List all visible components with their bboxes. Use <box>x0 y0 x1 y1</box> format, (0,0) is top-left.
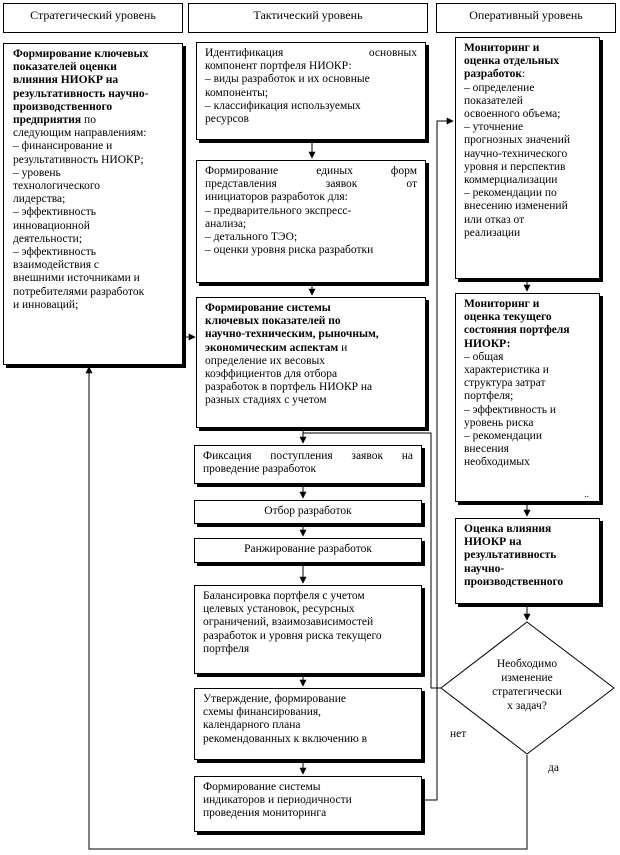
tactical-text-line: Формирование системы <box>203 781 321 793</box>
tactical-text-line: – детального ТЭО; <box>205 231 298 244</box>
monitoring-link-line <box>425 121 453 800</box>
strategic-text-line: технологического <box>13 180 101 193</box>
operational-text-line: реализации <box>464 226 521 239</box>
tactical-registration-box <box>194 445 422 484</box>
operational-text-line: освоенного объема; <box>464 108 561 121</box>
tactical-text-line: Формирование единых форм <box>205 165 417 177</box>
operational-bold-line: Мониторинг и <box>464 298 540 310</box>
operational-bold-line: результативность <box>464 549 557 562</box>
tactical-balancing-box <box>194 585 422 674</box>
strategic-text-line: внешними источниками и <box>13 272 140 285</box>
operational-text-line: необходимых <box>464 456 530 469</box>
strategic-text-line: и инноваций; <box>13 298 79 311</box>
tactical-text-line: – виды разработок и их основные <box>205 73 370 86</box>
operational-text-line: или отказ от <box>464 213 525 226</box>
tactical-text-line: разработок в портфель НИОКР на <box>205 381 373 394</box>
tactical-ranking-box <box>194 538 422 563</box>
tactical-text-line: – классификация используемых <box>205 99 361 112</box>
operational-text-line: – определение <box>464 81 535 94</box>
operational-bold-line: разработок <box>464 68 522 81</box>
tactical-text-line: Отбор разработок <box>264 505 352 517</box>
decision-question <box>462 657 592 713</box>
operational-bold-line: оценка текущего <box>464 311 552 324</box>
operational-bold-line: состояния портфеля <box>464 324 570 337</box>
tactical-text-line: портфеля <box>203 642 250 655</box>
strategic-text-line: взаимодействия с <box>13 259 100 272</box>
operational-text-line: структура затрат <box>464 377 546 390</box>
tactical-text-line: разработок и уровня риска текущего <box>203 629 382 642</box>
tactical-text-line: проведения мониторинга <box>203 807 327 820</box>
strategic-kpi-box <box>3 43 183 365</box>
decision-text-line: изменение <box>501 672 553 684</box>
strategic-title-line: показателей оценки <box>13 61 117 74</box>
operational-project-monitoring-box <box>455 37 600 279</box>
operational-text-line: внесения <box>464 443 509 456</box>
strategic-text-line: результативность НИОКР; <box>13 153 144 166</box>
operational-text-line: – уточнение <box>464 121 524 134</box>
tactical-text-line: коэффициентов для отбора <box>205 368 338 381</box>
strategic-text-line: – финансирование и <box>13 140 113 153</box>
tactical-text-line: индикаторов и периодичности <box>203 794 352 807</box>
tactical-text-line: Утверждение, формирование <box>203 693 346 705</box>
decision-no-label: нет <box>450 728 467 740</box>
strategic-text-line: следующим направлениям: <box>13 127 147 140</box>
strategic-text-line: инновационной <box>13 219 90 232</box>
operational-bold-line: научно- <box>464 562 505 575</box>
operational-bold-line: НИОКР на <box>464 536 522 549</box>
decision-text-line: стратегически <box>492 686 562 698</box>
strategic-title-line: влияния НИОКР на <box>13 74 119 87</box>
strategic-title-tail: по <box>81 114 96 127</box>
tactical-text-line: – предварительного экспресс- <box>205 204 352 217</box>
tactical-text-line: разных стадиях с учетом <box>205 394 327 407</box>
tactical-text-line: ограничений, взаимозависимостей <box>203 616 374 629</box>
strategic-title-line: предприятия <box>13 114 82 127</box>
tactical-bold-tail: и <box>338 341 348 354</box>
operational-text-line: уровень риска <box>464 416 534 429</box>
tactical-text-line: компоненты; <box>205 86 269 99</box>
tactical-text-line: инициаторов разработок для: <box>205 191 348 204</box>
decision-text-line: х задач? <box>507 700 547 712</box>
strategic-text-line: – эффективность <box>13 246 97 259</box>
operational-text-line: научно-технического <box>464 147 568 160</box>
tactical-identification-box <box>196 42 426 140</box>
operational-text-line: коммерциализации <box>464 174 558 187</box>
tactical-text-line: Идентификация основных <box>205 47 417 59</box>
tactical-text-line: целевых установок, ресурсных <box>203 603 355 616</box>
strategic-title-line: результативность научно- <box>13 87 149 100</box>
tactical-text-line: ресурсов <box>205 113 249 126</box>
operational-text-line: уровня и перспектив <box>464 160 566 173</box>
operational-bold-line: Мониторинг и <box>464 42 540 54</box>
tactical-monitoring-setup-box <box>194 776 422 832</box>
tactical-text-line: анализа; <box>205 217 247 230</box>
tactical-text-line: проведение разработок <box>203 463 317 476</box>
operational-bold-tail: : <box>521 68 526 81</box>
operational-trailing-dots: .. <box>584 489 589 499</box>
tactical-text-line: схемы финансирования, <box>203 706 322 719</box>
operational-bold-line: НИОКР: <box>464 337 511 350</box>
tactical-kpi-system-box <box>196 297 426 428</box>
decision-yes-label: да <box>548 762 559 774</box>
strategic-text-line: потребителями разработок <box>13 285 145 298</box>
strategic-text-line: – уровень <box>13 166 61 179</box>
strategic-title-line: Формирование ключевых <box>13 48 149 60</box>
operational-bold-line: производственного <box>464 575 564 588</box>
operational-text-line: характеристика и <box>464 364 549 377</box>
tactical-text-line: Ранжирование разработок <box>244 543 372 555</box>
strategic-title-line: производственного <box>13 100 113 113</box>
tactical-text-line: Балансировка портфеля с учетом <box>203 590 365 602</box>
tactical-text-line: Фиксация поступления заявок на <box>203 450 413 462</box>
operational-text-line: – рекомендации по <box>464 187 557 200</box>
tactical-text-line: рекомендованных к включению в <box>203 732 368 745</box>
decision-text-line: Необходимо <box>496 658 558 670</box>
tactical-text-line: – оценки уровня риска разработки <box>205 244 374 257</box>
header-tactical: Тактический уровень <box>188 3 428 33</box>
tactical-approval-box <box>194 688 422 760</box>
tactical-text-line: определение их весовых <box>205 354 325 367</box>
operational-text-line: внесению изменений <box>464 200 568 213</box>
tactical-text-line: календарного плана <box>203 719 301 732</box>
operational-text-line: – рекомендации <box>464 430 542 443</box>
strategic-text-line: лидерства; <box>13 193 66 206</box>
tactical-text-line: компонент портфеля НИОКР: <box>205 60 352 73</box>
tactical-text-line: представления заявок от <box>205 178 417 191</box>
operational-impact-assessment-box <box>455 518 600 604</box>
operational-bold-line: Оценка влияния <box>464 523 552 535</box>
operational-text-line: прогнозных значений <box>464 134 571 147</box>
header-operational: Оперативный уровень <box>436 3 616 33</box>
operational-bold-line: оценка отдельных <box>464 55 560 68</box>
operational-text-line: портфеля; <box>464 390 514 403</box>
operational-text-line: – общая <box>464 350 504 363</box>
operational-text-line: показателей <box>464 94 523 107</box>
strategic-text-line: – эффективность <box>13 206 97 219</box>
strategic-text-line: деятельности; <box>13 232 83 245</box>
operational-portfolio-monitoring-box <box>455 293 600 502</box>
tactical-bold-line: научно-техническим, рыночным, <box>205 328 379 341</box>
tactical-bold-line: экономическим аспектам <box>205 341 339 354</box>
operational-text-line: – эффективность и <box>464 403 557 416</box>
tactical-bold-line: Формирование системы <box>205 302 331 314</box>
header-strategic: Стратегический уровень <box>3 3 183 33</box>
tactical-selection-box <box>194 500 422 524</box>
tactical-bold-line: ключевых показателей по <box>205 315 341 328</box>
tactical-forms-box <box>196 160 426 283</box>
